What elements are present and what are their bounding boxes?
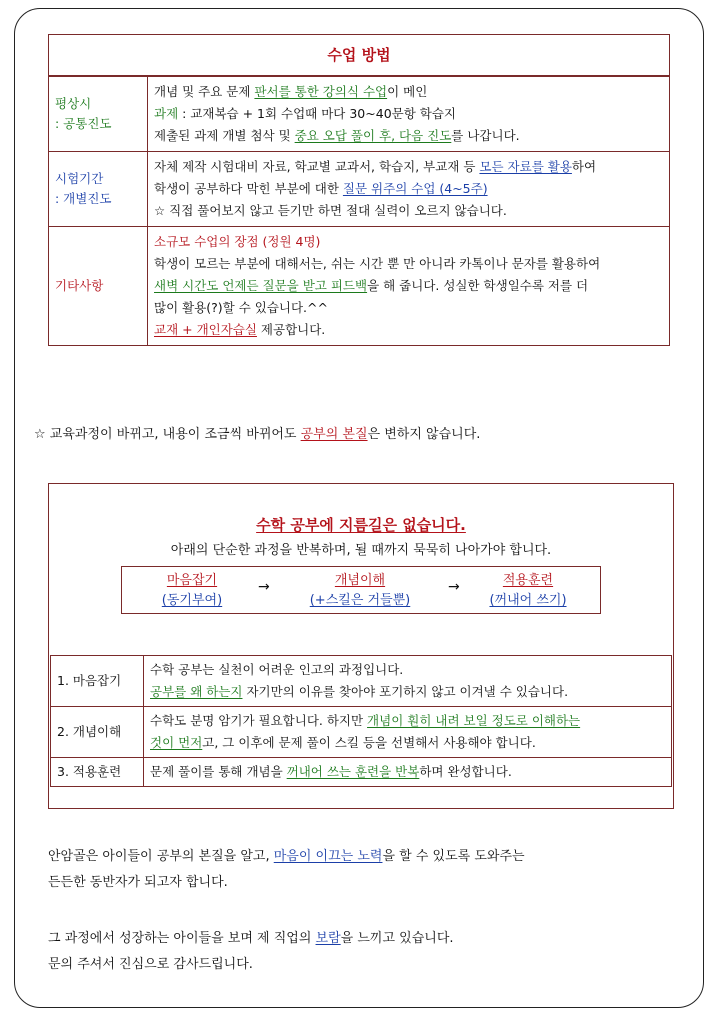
highlight: 개념이 훤히 내려 보일 정도로 이해하는 [367, 713, 581, 728]
step-label: 1. 마음잡기 [51, 656, 144, 707]
method-row-label [49, 227, 148, 346]
method-row-body [148, 152, 670, 227]
text: ☆ 직접 풀어보지 않고 듣기만 하면 절대 실력이 오르지 않습니다. [154, 203, 507, 218]
highlight: 질문 위주의 수업 (4~5주) [342, 181, 488, 196]
step-label: 2. 개념이해 [51, 707, 144, 758]
arrow-right-icon: → [258, 579, 270, 595]
text: 개념 및 주요 문제 [154, 84, 255, 99]
process-flow [121, 566, 601, 614]
text: 제출된 과제 개별 첨삭 및 [154, 128, 295, 143]
shortcut-title: 수학 공부에 지름길은 없습니다. [256, 516, 466, 534]
method-row-exam [49, 152, 670, 227]
highlight: 새벽 시간도 언제든 질문을 받고 피드백 [154, 278, 368, 293]
method-row-body [148, 227, 670, 346]
text: : 교재복습 + 1회 수업때 마다 30~40문항 학습지 [178, 106, 456, 121]
label-line: 평상시 [55, 96, 92, 111]
step-row [51, 656, 672, 707]
body-line: 많이 활용(?)할 수 있습니다.^^ [154, 300, 328, 315]
flow-step-sub: (+스킬은 거들뿐) [309, 593, 411, 608]
study-steps-table [50, 655, 672, 787]
closing-paragraph-1 [48, 844, 525, 896]
highlight: 공부의 본질 [300, 427, 368, 442]
body-line [154, 275, 663, 297]
text: 학생이 공부하다 막힌 부분에 대한 [154, 181, 343, 196]
text: 자체 제작 시험대비 자료, 학교별 교과서, 학습지, 부교재 등 [154, 159, 480, 174]
text: 안암골은 아이들이 공부의 본질을 알고, [48, 849, 274, 864]
arrow-right-icon: → [448, 579, 460, 595]
body-line: 든든한 동반자가 되고자 합니다. [48, 875, 228, 890]
text: 하며 완성합니다. [419, 764, 512, 779]
body-line [48, 844, 525, 870]
text: 하여 [571, 159, 597, 174]
body-line [150, 761, 665, 783]
body-line: 소규모 수업의 장점 (정원 4명) [154, 234, 321, 249]
step-body [144, 707, 672, 758]
flow-step [290, 571, 430, 611]
highlight: 교재 + 개인자습실 [154, 322, 257, 337]
step-label: 3. 적용훈련 [51, 758, 144, 787]
text: 를 나갑니다. [451, 128, 520, 143]
body-line [154, 200, 663, 222]
highlight: 마음이 이끄는 노력 [273, 849, 383, 864]
text: 자기만의 이유를 찾아야 포기하지 않고 이겨낼 수 있습니다. [242, 684, 569, 699]
text: 수학도 분명 암기가 필요합니다. 하지만 [150, 713, 368, 728]
highlight: 과제 [154, 106, 179, 121]
flow-step-name: 적용훈련 [502, 573, 554, 588]
text: 제공합니다. [256, 322, 326, 337]
flow-step [458, 571, 598, 611]
label-line: : 개별진도 [55, 191, 112, 206]
step-row [51, 758, 672, 787]
highlight: 중요 오답 풀이 후, 다음 진도 [294, 128, 452, 143]
flow-step [122, 571, 262, 611]
closing-paragraph-2 [48, 926, 454, 978]
body-line [154, 156, 663, 178]
body-line [150, 681, 665, 703]
body-line [150, 710, 665, 732]
body-line: 문의 주셔서 진심으로 감사드립니다. [48, 957, 253, 972]
highlight: 판서를 통한 강의식 수업 [254, 84, 388, 99]
method-row-label [49, 76, 148, 152]
body-line [154, 178, 663, 200]
text: 고, 그 이후에 문제 풀이 스킬 등을 선별해서 사용해야 합니다. [202, 735, 536, 750]
step-body [144, 656, 672, 707]
body-line [150, 732, 665, 754]
method-row-regular [49, 76, 670, 152]
text: 을 해 줍니다. 성실한 학생일수록 저를 더 [367, 278, 589, 293]
text: 은 변하지 않습니다. [367, 427, 481, 442]
step-body [144, 758, 672, 787]
teaching-method-title: 수업 방법 [49, 35, 670, 77]
label-line: 시험기간 [55, 171, 104, 186]
text: 을 할 수 있도록 도와주는 [382, 849, 525, 864]
teaching-method-table [48, 34, 670, 346]
flow-step-name: 개념이해 [334, 573, 386, 588]
body-line: 수학 공부는 실천이 어려운 인고의 과정입니다. [150, 662, 404, 677]
body-line [48, 926, 454, 952]
highlight: 공부를 왜 하는지 [150, 684, 243, 699]
highlight: 것이 먼저 [150, 735, 203, 750]
highlight: 모든 자료를 활용 [479, 159, 572, 174]
method-row-label [49, 152, 148, 227]
flow-step-name: 마음잡기 [166, 573, 218, 588]
essence-note [34, 424, 480, 446]
flow-step-sub: (동기부여) [161, 593, 223, 608]
method-row-other [49, 227, 670, 346]
text: 문제 풀이를 통해 개념을 [150, 764, 287, 779]
step-row [51, 707, 672, 758]
shortcut-subtitle: 아래의 단순한 과정을 반복하며, 될 때까지 묵묵히 나아가야 합니다. [170, 543, 552, 558]
label-line: : 공통진도 [55, 116, 112, 131]
body-line [154, 81, 663, 103]
method-row-body [148, 76, 670, 152]
highlight: 꺼내어 쓰는 훈련을 반복 [286, 764, 420, 779]
text: 이 메인 [387, 84, 428, 99]
text: 그 과정에서 성장하는 아이들을 보며 제 직업의 [48, 931, 316, 946]
text: 을 느끼고 있습니다. [340, 931, 454, 946]
body-line [154, 319, 663, 341]
body-line [154, 103, 663, 125]
text: ☆ 교육과정이 바뀌고, 내용이 조금씩 바뀌어도 [34, 427, 301, 442]
highlight: 보람 [315, 931, 341, 946]
body-line [154, 125, 663, 147]
body-line: 학생이 모르는 부분에 대해서는, 쉬는 시간 뿐 만 아니라 카톡이나 문자를 활용하여 [154, 256, 601, 271]
flow-step-sub: (꺼내어 쓰기) [489, 593, 567, 608]
label-line: 기타사항 [55, 278, 104, 293]
